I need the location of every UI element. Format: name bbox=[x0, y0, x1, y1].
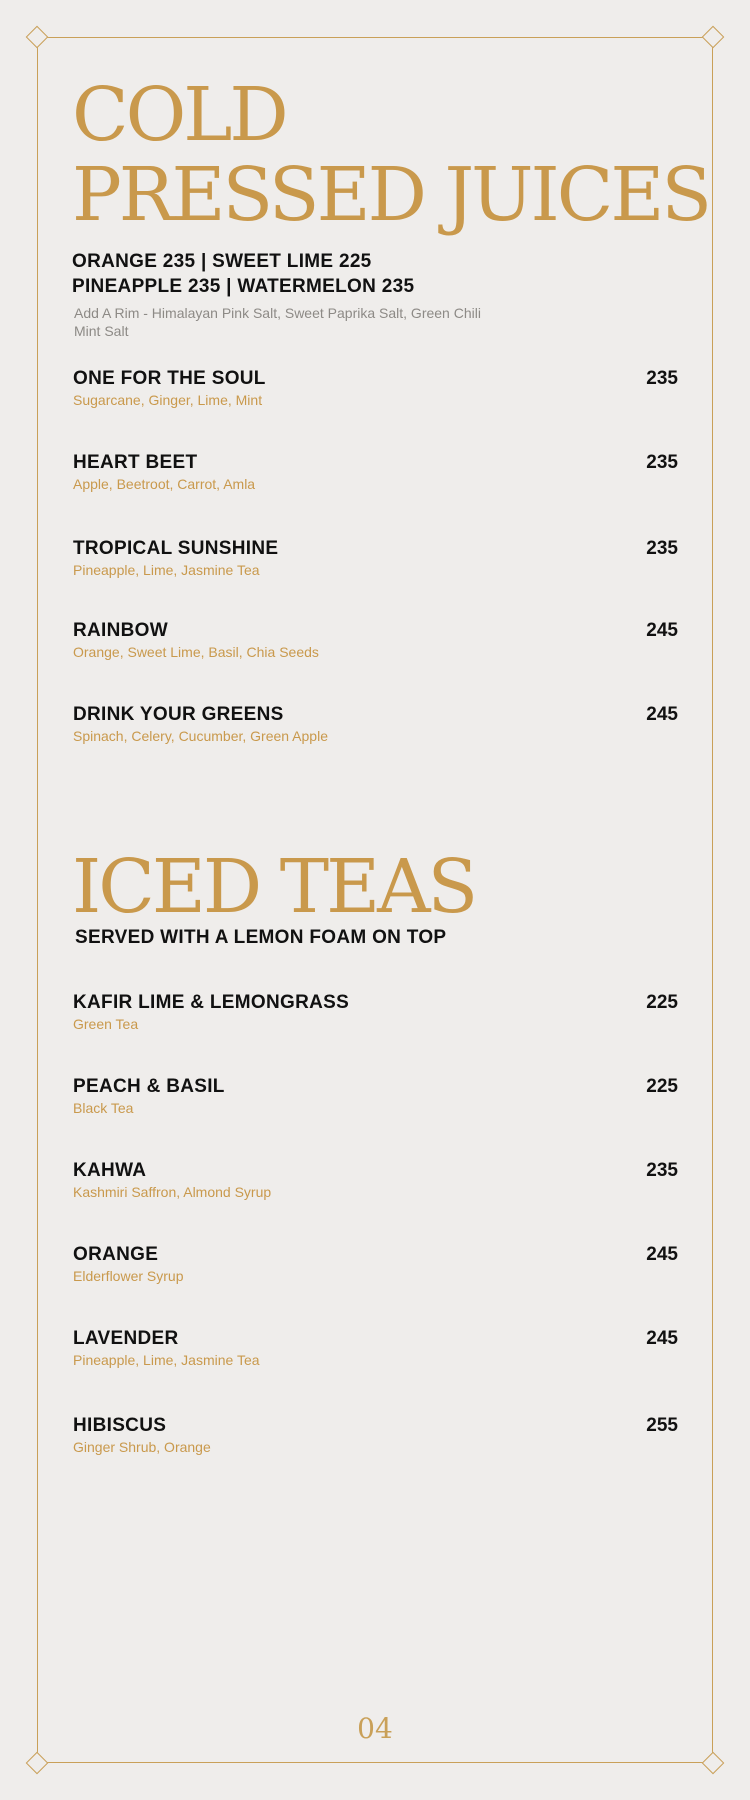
menu-item bbox=[73, 1160, 678, 1204]
section-title-juices-line1: COLD bbox=[72, 72, 286, 158]
item-description: Kashmiri Saffron, Almond Syrup bbox=[73, 1184, 272, 1200]
item-description: Green Tea bbox=[73, 1016, 139, 1032]
item-price: 235 bbox=[646, 452, 678, 473]
item-price: 225 bbox=[646, 1076, 678, 1097]
item-description: Ginger Shrub, Orange bbox=[73, 1439, 211, 1455]
item-description: Apple, Beetroot, Carrot, Amla bbox=[73, 476, 256, 492]
item-price: 235 bbox=[646, 368, 678, 389]
menu-item bbox=[73, 538, 678, 582]
juice-prices-line1: ORANGE 235 | SWEET LIME 225 bbox=[72, 251, 372, 272]
item-description: Pineapple, Lime, Jasmine Tea bbox=[73, 562, 260, 578]
item-name: RAINBOW bbox=[73, 620, 168, 641]
item-name: LAVENDER bbox=[73, 1328, 179, 1349]
item-price: 245 bbox=[646, 1244, 678, 1265]
item-price: 235 bbox=[646, 1160, 678, 1181]
menu-item bbox=[73, 620, 678, 664]
item-description: Black Tea bbox=[73, 1100, 134, 1116]
section-title-juices-line2: PRESSED JUICES bbox=[72, 152, 710, 238]
menu-item bbox=[73, 1076, 678, 1120]
menu-item bbox=[73, 1244, 678, 1288]
item-price: 225 bbox=[646, 992, 678, 1013]
item-price: 245 bbox=[646, 704, 678, 725]
item-name: PEACH & BASIL bbox=[73, 1076, 225, 1097]
juice-prices-line2: PINEAPPLE 235 | WATERMELON 235 bbox=[72, 276, 415, 297]
item-name: ONE FOR THE SOUL bbox=[73, 368, 266, 389]
item-name: ORANGE bbox=[73, 1244, 159, 1265]
menu-item bbox=[73, 1328, 678, 1372]
item-description: Sugarcane, Ginger, Lime, Mint bbox=[73, 392, 263, 408]
item-name: DRINK YOUR GREENS bbox=[73, 704, 284, 725]
item-description: Orange, Sweet Lime, Basil, Chia Seeds bbox=[73, 644, 319, 660]
item-name: HEART BEET bbox=[73, 452, 198, 473]
menu-item bbox=[73, 1415, 678, 1459]
item-description: Spinach, Celery, Cucumber, Green Apple bbox=[73, 728, 328, 744]
section-title-iced-teas: ICED TEAS bbox=[72, 844, 476, 930]
rim-note: Add A Rim - Himalayan Pink Salt, Sweet Paprika Salt, Green Chili Mint Salt bbox=[74, 305, 481, 339]
item-price: 235 bbox=[646, 538, 678, 559]
item-name: TROPICAL SUNSHINE bbox=[73, 538, 279, 559]
item-name: KAFIR LIME & LEMONGRASS bbox=[73, 992, 350, 1013]
item-price: 255 bbox=[646, 1415, 678, 1436]
iced-teas-subtitle: SERVED WITH A LEMON FOAM ON TOP bbox=[75, 927, 447, 948]
item-price: 245 bbox=[646, 620, 678, 641]
item-description: Pineapple, Lime, Jasmine Tea bbox=[73, 1352, 260, 1368]
item-description: Elderflower Syrup bbox=[73, 1268, 184, 1284]
menu-item bbox=[73, 368, 678, 412]
menu-item bbox=[73, 992, 678, 1036]
page-number: 04 bbox=[357, 1712, 393, 1745]
item-name: KAHWA bbox=[73, 1160, 147, 1181]
menu-item bbox=[73, 452, 678, 496]
item-name: HIBISCUS bbox=[73, 1415, 167, 1436]
menu-item bbox=[73, 704, 678, 748]
item-price: 245 bbox=[646, 1328, 678, 1349]
